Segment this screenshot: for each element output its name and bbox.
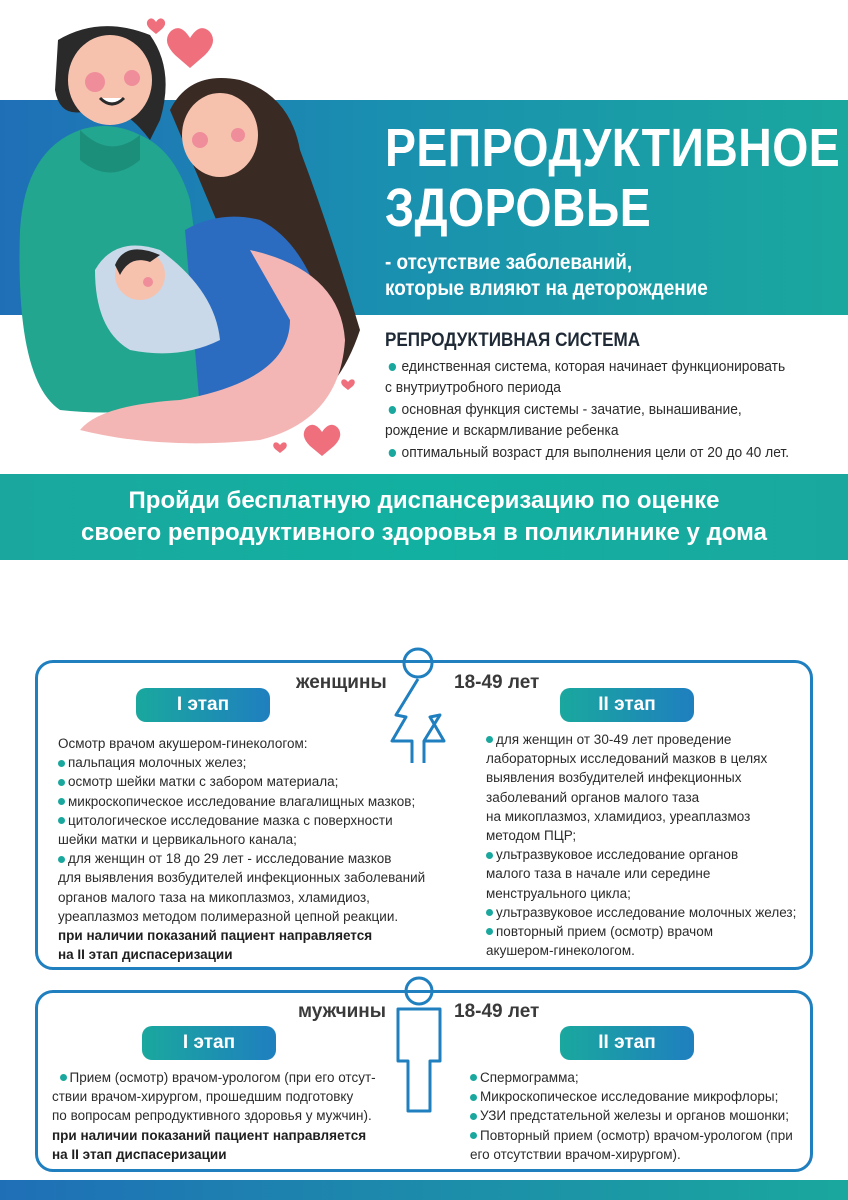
man-figure-icon	[384, 975, 454, 1115]
list-item: единственная система, которая начинает функционировать с внутриутробного периода	[385, 358, 786, 396]
bullet-icon	[58, 798, 65, 805]
women-stage2-title: II этап	[560, 688, 694, 722]
bullet-icon	[470, 1132, 477, 1139]
heart-icon	[304, 425, 341, 456]
women-age: 18-49 лет	[450, 672, 543, 694]
bullet-icon	[486, 909, 493, 916]
list-item: для выявления возбудителей инфекционных заболеваний	[58, 870, 426, 886]
women-stage1-title: I этап	[136, 688, 270, 722]
list-item: основная функция системы - зачатие, вынашивание, рождение и вскармливание ребенка	[385, 401, 742, 439]
bullet-icon	[58, 856, 65, 863]
bullet-icon	[389, 449, 396, 457]
bullet-icon	[470, 1094, 477, 1101]
bullet-icon	[389, 363, 396, 371]
women-stage1-text	[58, 734, 426, 964]
bullet-icon	[58, 779, 65, 786]
bullet-icon	[58, 760, 65, 767]
men-stage2-title: II этап	[560, 1026, 694, 1060]
list-item: цитологическое исследование мазка с поверхности	[58, 811, 418, 830]
woman-face-2	[182, 93, 258, 177]
system-list	[385, 356, 794, 464]
bullet-icon	[58, 817, 65, 824]
page-title: РЕПРОДУКТИВНОЕ ЗДОРОВЬЕ	[385, 118, 841, 238]
bullet-icon	[486, 736, 493, 743]
heart-icon	[273, 442, 287, 453]
women-label: женщины	[292, 672, 391, 694]
system-heading: РЕПРОДУКТИВНАЯ СИСТЕМА	[385, 330, 641, 351]
women-stage2-text: для женщин от 30-49 лет проведение лабораторных исследований мазков в целях выявления возбудителей инфекционных заболеваний органов малого таза на микоплазмоз, хламидиоз, уреаплазмоз методом ПЦР; ультразвуковое исследование органов малого таза в начале или середине менструального цикла; ультразвуковое исследование молочных желез; повторный прием (осмотр) врачом акушером-гинекологом.	[486, 732, 797, 959]
heart-icon	[341, 379, 355, 390]
cta-text: Пройди бесплатную диспансеризацию по оценке своего репродуктивного здоровья в поликлинике у дома	[81, 487, 767, 546]
bullet-icon	[486, 852, 493, 859]
men-age: 18-49 лет	[450, 1001, 543, 1023]
family-illustration	[0, 0, 380, 470]
men-label: мужчины	[294, 1001, 390, 1023]
bullet-icon	[470, 1113, 477, 1120]
list-item: органов малого таза на микоплазмоз, хламидиоз,	[58, 889, 370, 905]
bullet-icon	[60, 1074, 67, 1081]
heart-icon	[147, 18, 165, 34]
list-item: пальпация молочных желез;	[58, 753, 418, 772]
note-line: на II этап диспасеризации	[58, 947, 233, 963]
page-subtitle: - отсутствие заболеваний, которые влияют на деторождение	[385, 251, 708, 300]
note-line: на II этап диспасеризации	[52, 1146, 227, 1162]
list-item: осмотр шейки матки с забором материала;	[58, 772, 418, 791]
bullet-icon	[470, 1074, 477, 1081]
bullet-icon	[389, 406, 396, 414]
men-stage1-title: I этап	[142, 1026, 276, 1060]
list-item: шейки матки и цервикального канала;	[58, 832, 297, 848]
intro-line: Осмотр врачом акушером-гинекологом:	[58, 736, 308, 751]
note-line: при наличии показаний пациент направляется	[52, 1127, 367, 1143]
men-stage2-text: Спермограмма; Микроскопическое исследование микрофлоры; УЗИ предстательной железы и органов мошонки; Повторный прием (осмотр) врачом-урологом (при его отсутствии врачом-хирургом).	[470, 1070, 793, 1162]
list-item: для женщин от 18 до 29 лет - исследование мазков	[58, 849, 418, 868]
bullet-icon	[486, 928, 493, 935]
list-item: уреаплазмоз методом полимеразной цепной реакции.	[58, 908, 399, 924]
heart-icon	[167, 28, 213, 68]
list-item: микроскопическое исследование влагалищных мазков;	[58, 792, 418, 811]
footer-bar	[0, 1180, 848, 1200]
note-line: при наличии показаний пациент направляется	[58, 928, 373, 944]
list-item: оптимальный возраст для выполнения цели от 20 до 40 лет.	[385, 442, 794, 463]
men-stage1-text: Прием (осмотр) врачом-урологом (при его отсут- ствии врачом-хирургом, прошедшим подготовку по вопросам репродуктивного здоровья у мужчин). при наличии показаний пациент направляется на II этап диспасеризации	[52, 1068, 392, 1164]
